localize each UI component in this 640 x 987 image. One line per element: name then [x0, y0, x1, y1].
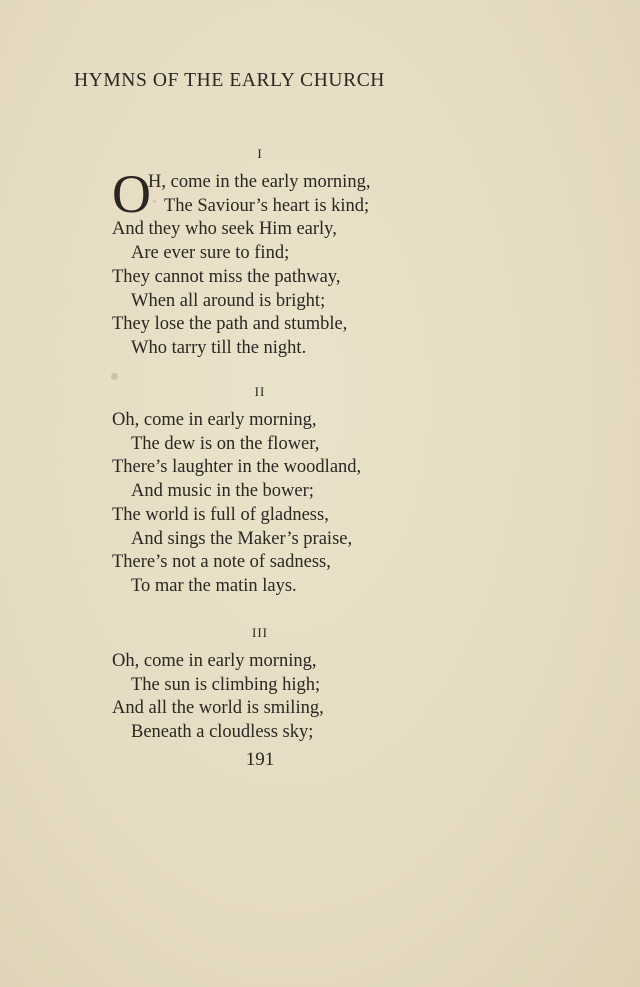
drop-cap: O	[112, 164, 151, 224]
poem-line: And all the world is smiling,	[112, 698, 324, 719]
poem-line: The dew is on the flower,	[131, 433, 320, 454]
poem-line: They lose the path and stumble,	[112, 314, 348, 335]
stanza-numeral: III	[252, 625, 268, 640]
poem-line: To mar the matin lays.	[131, 575, 297, 596]
poem-line: The world is full of gladness,	[112, 504, 329, 525]
poem-line: And music in the bower;	[131, 481, 314, 502]
running-head: HYMNS OF THE EARLY CHURCH	[74, 70, 385, 91]
poem-line: Oh, come in early morning,	[112, 410, 317, 430]
poem-line: And sings the Maker’s praise,	[131, 528, 353, 549]
poem-line: There’s not a note of sadness,	[112, 552, 331, 573]
stanza-numeral: II	[254, 384, 266, 399]
poem-line: The sun is climbing high;	[131, 674, 321, 695]
poem-line: Oh, come in early morning,	[112, 651, 317, 671]
poem-line: There’s laughter in the woodland,	[112, 457, 362, 478]
poem-line: Beneath a cloudless sky;	[131, 722, 314, 743]
poem-line: H, come in the early morning,	[148, 172, 371, 192]
paper-speck	[111, 373, 118, 380]
stanza	[112, 409, 361, 599]
poem-line: Are ever sure to find;	[131, 243, 290, 264]
stanza	[112, 650, 324, 745]
poem-line: They cannot miss the pathway,	[112, 266, 341, 287]
poem-line: Who tarry till the night.	[131, 337, 307, 358]
poem-line: The Saviour’s heart is kind;	[164, 195, 370, 216]
paper-speck	[153, 200, 156, 203]
stanza	[112, 164, 371, 361]
stanza-numeral: I	[257, 146, 263, 161]
page-number: 191	[245, 749, 275, 770]
poem-line: When all around is bright;	[131, 290, 326, 311]
poem-line: And they who seek Him early,	[112, 219, 337, 240]
